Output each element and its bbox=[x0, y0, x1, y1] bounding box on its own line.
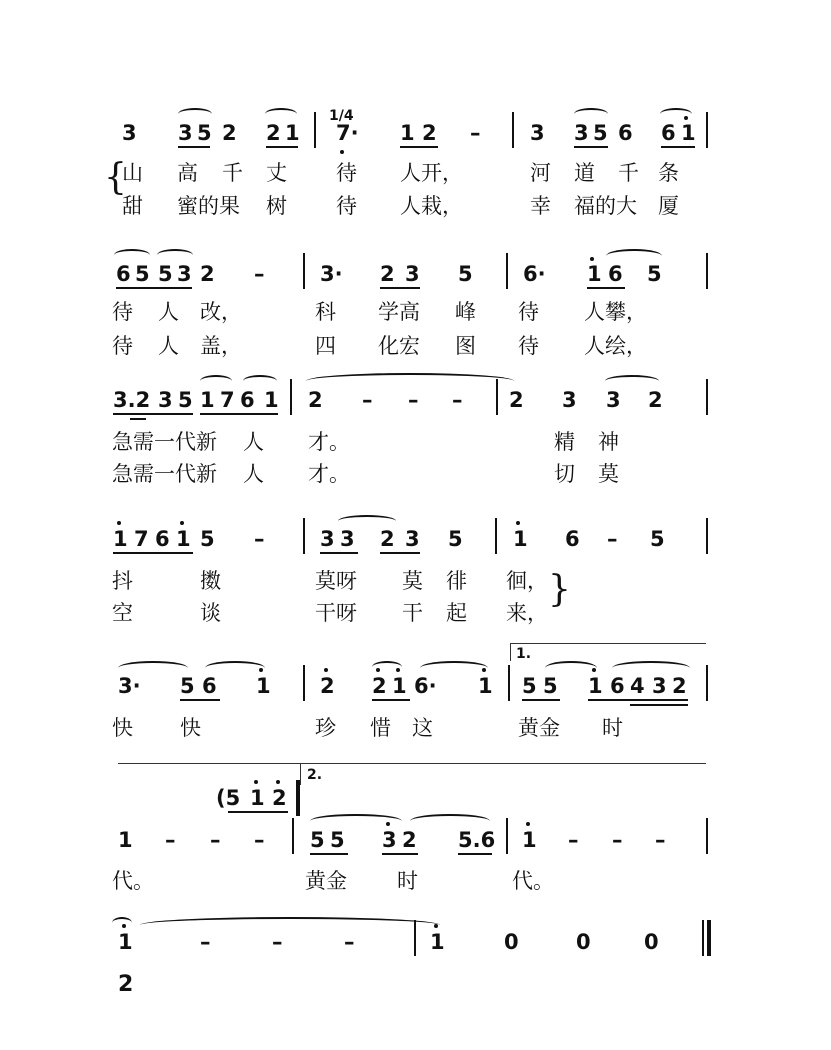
lyric: 人 bbox=[243, 462, 264, 486]
note: 3 bbox=[158, 388, 173, 412]
note: – bbox=[200, 930, 211, 954]
note: – bbox=[607, 527, 618, 551]
note: 2 bbox=[380, 262, 395, 286]
lyric: 待 bbox=[336, 194, 357, 218]
note: 2 bbox=[402, 828, 417, 852]
tie bbox=[140, 917, 440, 933]
note: 3 bbox=[562, 388, 577, 412]
note: 3 bbox=[530, 121, 545, 145]
lyric: 人绘， bbox=[584, 334, 647, 358]
note: 6 bbox=[116, 262, 131, 286]
note: – bbox=[272, 930, 283, 954]
lyric: 这 bbox=[412, 716, 433, 740]
note: 1 bbox=[113, 527, 128, 551]
lyric: 急需一代新 bbox=[112, 462, 217, 486]
note: – bbox=[612, 828, 623, 852]
note: 3 bbox=[178, 121, 193, 145]
note: 1 bbox=[118, 828, 133, 852]
lyric: 黄金 bbox=[518, 716, 560, 740]
lyric: 学高 bbox=[378, 300, 420, 324]
note: 1 bbox=[256, 674, 271, 698]
lyric: 福的大 bbox=[574, 194, 637, 218]
lyric: 徊， bbox=[506, 569, 548, 593]
volta-1-label: 1. bbox=[516, 646, 532, 662]
note: 5 bbox=[178, 388, 193, 412]
note: 1 bbox=[681, 121, 696, 145]
note: 2 bbox=[509, 388, 524, 412]
note: 6· bbox=[414, 674, 437, 698]
note: 1 bbox=[200, 388, 215, 412]
time-signature: 1/4 bbox=[329, 108, 354, 124]
lyric: 待 bbox=[112, 334, 133, 358]
note: 2 bbox=[672, 674, 687, 698]
note: 7 bbox=[220, 388, 235, 412]
note: 3· bbox=[118, 674, 141, 698]
note: 3 bbox=[574, 121, 589, 145]
lyric: 峰 bbox=[455, 300, 476, 324]
lyric: 才。 bbox=[308, 430, 350, 454]
lyric: 代。 bbox=[112, 869, 154, 893]
note: 5 bbox=[197, 121, 212, 145]
note: 3 bbox=[606, 388, 621, 412]
note: 5 bbox=[458, 262, 473, 286]
note: 2 bbox=[648, 388, 663, 412]
note: 1 bbox=[285, 121, 300, 145]
lyric: 精 bbox=[554, 430, 575, 454]
note: 5 bbox=[650, 527, 665, 551]
note: 7 bbox=[134, 527, 149, 551]
lyric: 待 bbox=[518, 300, 539, 324]
note: – bbox=[210, 828, 221, 852]
note: 3 bbox=[652, 674, 667, 698]
lyric: 时 bbox=[602, 716, 623, 740]
note: 2 bbox=[380, 527, 395, 551]
lyric: 空 bbox=[112, 601, 133, 625]
note: 1 bbox=[478, 674, 493, 698]
note: 0 bbox=[576, 930, 591, 954]
lyric: 神 bbox=[598, 430, 619, 454]
note: 5.6 bbox=[458, 828, 496, 852]
lyric: 干呀 bbox=[315, 601, 357, 625]
lyric: 厦 bbox=[658, 194, 679, 218]
note: 2 bbox=[308, 388, 323, 412]
note: 3· bbox=[320, 262, 343, 286]
lyric: 谈 bbox=[200, 601, 221, 625]
lyric: 山 bbox=[122, 161, 143, 185]
lyric: 快 bbox=[112, 716, 133, 740]
note: 6 bbox=[608, 262, 623, 286]
lyric: 起 bbox=[446, 601, 467, 625]
note: – bbox=[254, 262, 265, 286]
note: 2 bbox=[272, 786, 287, 810]
note: – bbox=[452, 388, 463, 412]
note: 6 bbox=[202, 674, 217, 698]
note: 6 bbox=[661, 121, 676, 145]
lyric: 图 bbox=[455, 334, 476, 358]
lyric: 人攀， bbox=[584, 300, 647, 324]
note: 0 bbox=[504, 930, 519, 954]
note: 6 bbox=[610, 674, 625, 698]
lyric: 急需一代新 bbox=[112, 430, 217, 454]
lyric: 人 bbox=[158, 334, 179, 358]
final-barline-thick bbox=[707, 920, 711, 956]
note: 6 bbox=[155, 527, 170, 551]
note: 5 bbox=[448, 527, 463, 551]
note: 3 bbox=[382, 828, 397, 852]
note: – bbox=[470, 121, 481, 145]
lyric: 树 bbox=[266, 194, 287, 218]
lyric: 来， bbox=[506, 601, 548, 625]
volta-2-label: 2. bbox=[307, 767, 323, 783]
lyric: 千 bbox=[618, 161, 639, 185]
note: 2 bbox=[222, 121, 237, 145]
note: – bbox=[254, 828, 265, 852]
note: 5 bbox=[593, 121, 608, 145]
note: 3.2 bbox=[113, 388, 151, 412]
lyric: 珍 bbox=[315, 716, 336, 740]
note: 5 bbox=[135, 262, 150, 286]
note: 5 bbox=[647, 262, 662, 286]
note: 5 bbox=[522, 674, 537, 698]
note: 1 bbox=[587, 262, 602, 286]
lyric: 蜜的果 bbox=[177, 194, 240, 218]
note: 1 bbox=[250, 786, 265, 810]
lyric: 千 bbox=[222, 161, 243, 185]
lyric: 抖 bbox=[112, 569, 133, 593]
lyric: 黄金 bbox=[305, 869, 347, 893]
lyric: 擞 bbox=[200, 569, 221, 593]
note: 1 bbox=[513, 527, 528, 551]
note: 2 bbox=[266, 121, 281, 145]
note: 3 bbox=[320, 527, 335, 551]
lyric: 条 bbox=[658, 161, 679, 185]
lyric: 人开， bbox=[400, 161, 463, 185]
note: 3 bbox=[405, 262, 420, 286]
note: 5 bbox=[200, 527, 215, 551]
lyric-brace: } bbox=[548, 569, 571, 610]
lyric: 快 bbox=[180, 716, 201, 740]
lyric: 甜 bbox=[122, 194, 143, 218]
note: 3 bbox=[122, 121, 137, 145]
note: 2 bbox=[372, 674, 387, 698]
lyric: 人 bbox=[158, 300, 179, 324]
lyric: 莫 bbox=[598, 462, 619, 486]
final-barline-thin bbox=[702, 920, 704, 956]
lyric: 高 bbox=[177, 161, 198, 185]
lyric: 化宏 bbox=[378, 334, 420, 358]
note: 1 bbox=[392, 674, 407, 698]
note: – bbox=[408, 388, 419, 412]
note: – bbox=[362, 388, 373, 412]
lyric: 丈 bbox=[266, 161, 287, 185]
note: 1 bbox=[176, 527, 191, 551]
note: 1 bbox=[264, 388, 279, 412]
lyric: 人栽， bbox=[400, 194, 463, 218]
lyric: 科 bbox=[315, 300, 336, 324]
note: 5 bbox=[330, 828, 345, 852]
lyric: 四 bbox=[315, 334, 336, 358]
lyric: 惜 bbox=[370, 716, 391, 740]
note: 5 bbox=[310, 828, 325, 852]
note: – bbox=[254, 527, 265, 551]
note: 1 bbox=[588, 674, 603, 698]
note: 7· bbox=[336, 121, 359, 145]
note: 6 bbox=[565, 527, 580, 551]
lyric: 莫呀 bbox=[315, 569, 357, 593]
lyric: 改， bbox=[200, 300, 242, 324]
note: (5 bbox=[216, 786, 241, 810]
lyric-brace: { bbox=[104, 157, 127, 198]
lyric: 道 bbox=[574, 161, 595, 185]
note: 3 bbox=[177, 262, 192, 286]
note: 5 bbox=[180, 674, 195, 698]
lyric: 人 bbox=[243, 430, 264, 454]
lyric: 河 bbox=[530, 161, 551, 185]
lyric: 徘 bbox=[446, 569, 467, 593]
note: 6· bbox=[523, 262, 546, 286]
lyric: 待 bbox=[112, 300, 133, 324]
lyric: 才。 bbox=[308, 462, 350, 486]
note: – bbox=[165, 828, 176, 852]
lyric: 时 bbox=[397, 869, 418, 893]
high-dot bbox=[434, 924, 438, 928]
note: 5 bbox=[158, 262, 173, 286]
lyric: 幸 bbox=[530, 194, 551, 218]
high-dot bbox=[122, 924, 126, 928]
note: – bbox=[568, 828, 579, 852]
note: 0 bbox=[644, 930, 659, 954]
note: 6 bbox=[618, 121, 633, 145]
note: 1 bbox=[400, 121, 415, 145]
note: 2 bbox=[422, 121, 437, 145]
lyric: 干 bbox=[402, 601, 423, 625]
lyric: 切 bbox=[554, 462, 575, 486]
note: – bbox=[344, 930, 355, 954]
note: 1 bbox=[430, 930, 445, 954]
lyric: 盖， bbox=[200, 334, 242, 358]
note: 3 bbox=[405, 527, 420, 551]
lyric: 待 bbox=[518, 334, 539, 358]
lyric: 代。 bbox=[512, 869, 554, 893]
note: 2 bbox=[200, 262, 215, 286]
note: – bbox=[655, 828, 666, 852]
note: 6 bbox=[240, 388, 255, 412]
note: 1 bbox=[522, 828, 537, 852]
note: 4 bbox=[630, 674, 645, 698]
page-number: 2 bbox=[118, 972, 134, 997]
lyric: 莫 bbox=[402, 569, 423, 593]
note: 1 bbox=[118, 930, 133, 954]
note: 2 bbox=[320, 674, 335, 698]
note: 5 bbox=[543, 674, 558, 698]
lyric: 待 bbox=[336, 161, 357, 185]
note: 3 bbox=[340, 527, 355, 551]
barline bbox=[414, 920, 416, 956]
